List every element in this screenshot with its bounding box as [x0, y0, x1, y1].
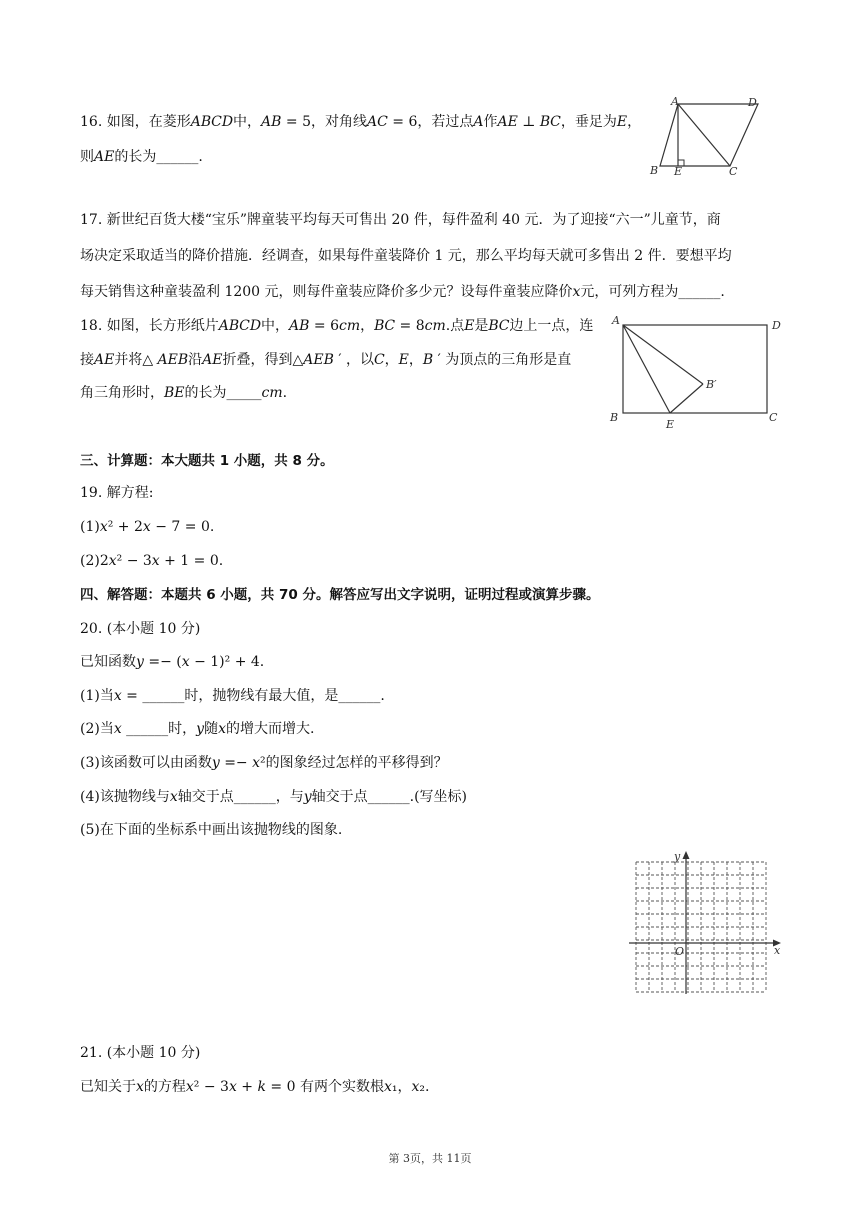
coordinate-grid-figure — [624, 846, 784, 998]
q20-intro: 已知函数𝑦 =− (𝑥 − 1)² + 4. — [80, 654, 265, 670]
section-3-title: 三、计算题：本大题共 1 小题，共 8 分。 — [80, 453, 334, 469]
rectangle-fold-figure — [604, 310, 789, 435]
origin-label: O — [675, 945, 685, 958]
q16-line-2: 则𝐴𝐸的长为______. — [80, 149, 203, 165]
q17-line-2: 场决定采取适当的降价措施．经调查，如果每件童装降价 1 元，那么平均每天就可多售出 2 件．要想平均 — [80, 248, 732, 264]
q21-title: 21. (本小题 10 分) — [80, 1045, 201, 1061]
q17-line-1: 17. 新世纪百货大楼“宝乐”牌童装平均每天可售出 20 件，每件盈利 40 元．为了迎接“六一”儿童节，商 — [80, 212, 721, 228]
rhombus-figure — [645, 96, 765, 178]
rhombus-label-e: E — [674, 165, 683, 178]
page-footer: 第 3页，共 11页 — [388, 1152, 472, 1165]
q21-intro: 已知关于𝑥的方程𝑥² − 3𝑥 + 𝑘 = 0 有两个实数根𝑥₁，𝑥₂. — [80, 1079, 430, 1095]
q20-part-3: (3)该函数可以由函数𝑦 =− 𝑥²的图象经过怎样的平移得到？ — [80, 755, 448, 771]
q18-line-2: 接𝐴𝐸并将△ 𝐴𝐸𝐵沿𝐴𝐸折叠，得到△𝐴𝐸𝐵 ′ ，以𝐶，𝐸，𝐵 ′ 为顶点的三角形是直 — [80, 352, 572, 368]
fold-label-b-prime: B′ — [706, 378, 717, 391]
q17-line-3: 每天销售这种童装盈利 1200 元，则每件童装应降价多少元？设每件童装应降价𝑥元，可列方程为______. — [80, 284, 725, 300]
q19-part-1: (1)𝑥² + 2𝑥 − 7 = 0. — [80, 519, 215, 535]
q18-line-1: 18. 如图，长方形纸片𝐴𝐵𝐶𝐷中，𝐴𝐵 = 6𝑐𝑚，𝐵𝐶 = 8𝑐𝑚.点𝐸是𝐵𝐶边上一点，连 — [80, 318, 594, 334]
fold-label-c: C — [769, 411, 778, 424]
q18-line-3: 角三角形时，𝐵𝐸的长为_____𝑐𝑚. — [80, 385, 288, 401]
q19-title: 19. 解方程: — [80, 485, 154, 501]
fold-label-a: A — [612, 314, 620, 327]
rhombus-label-b: B — [650, 164, 659, 177]
fold-label-e: E — [666, 418, 675, 431]
fold-label-d: D — [772, 319, 781, 332]
fold-label-b: B — [610, 411, 619, 424]
q20-part-5: (5)在下面的坐标系中画出该抛物线的图象. — [80, 822, 343, 838]
q20-part-4: (4)该抛物线与𝑥轴交于点______，与𝑦轴交于点______.(写坐标) — [80, 789, 468, 805]
axis-label-y: y — [674, 850, 681, 863]
axis-label-x: x — [774, 944, 781, 957]
q20-title: 20. (本小题 10 分) — [80, 621, 201, 637]
rhombus-label-d: D — [748, 96, 757, 109]
q19-part-2: (2)2𝑥² − 3𝑥 + 1 = 0. — [80, 553, 224, 569]
section-4-title: 四、解答题：本题共 6 小题，共 70 分。解答应写出文字说明，证明过程或演算步骤。 — [80, 587, 600, 603]
rhombus-label-a: A — [671, 96, 679, 108]
q16-line-1: 16. 如图，在菱形𝐴𝐵𝐶𝐷中，𝐴𝐵 = 5，对角线𝐴𝐶 = 6，若过点𝐴作𝐴𝐸 ⊥ 𝐵𝐶，垂足为𝐸， — [80, 114, 642, 130]
q20-part-1: (1)当𝑥 = ______时，抛物线有最大值，是______. — [80, 688, 385, 704]
rhombus-label-c: C — [729, 165, 738, 178]
q20-part-2: (2)当𝑥 ______时，𝑦随𝑥的增大而增大. — [80, 721, 315, 737]
